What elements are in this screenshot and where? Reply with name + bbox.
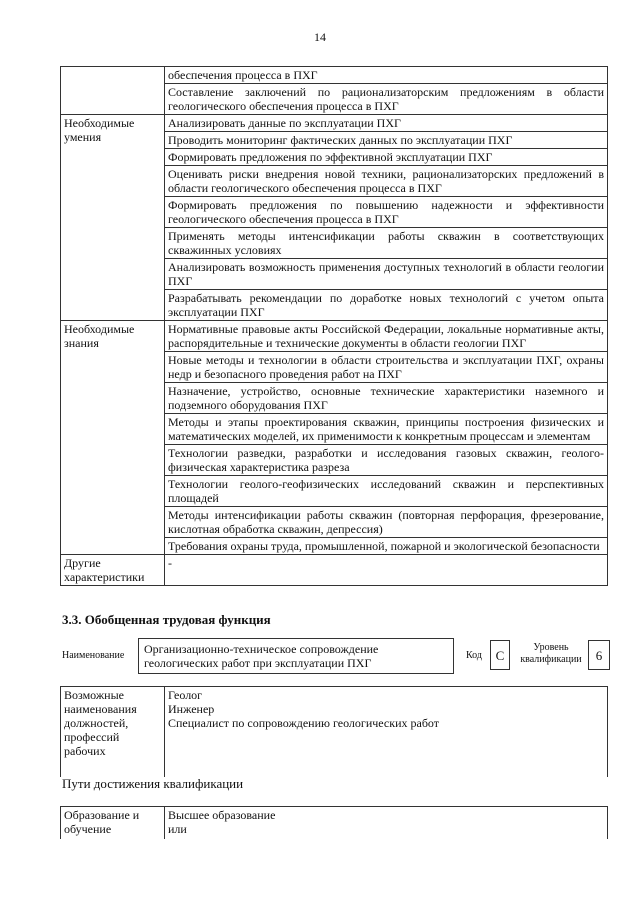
page-number: 14 <box>314 30 326 44</box>
row-label: Другие характеристики <box>61 555 165 586</box>
positions-values <box>165 687 608 778</box>
code-label: Код <box>466 650 482 661</box>
education-table <box>60 806 608 839</box>
level-label: Уровень квалификации <box>520 642 582 665</box>
row-label: Необходимые умения <box>61 115 165 321</box>
row-item: Разрабатывать рекомендации по доработке новых технологий с учетом опыта эксплуатации ПХГ <box>165 290 608 321</box>
skills-table <box>60 66 608 586</box>
row-item: Оценивать риски внедрения новой техники, рационализаторских предложений в области геологического обеспечения процесса в ПХГ <box>165 166 608 197</box>
row-label <box>61 67 165 115</box>
position-item: Инженер <box>168 702 215 716</box>
row-item: Методы интенсификации работы скважин (повторная перфорация, фрезерование, кислотная обработка скважин, депрессия) <box>165 507 608 538</box>
row-item: - <box>165 555 608 586</box>
row-item: Методы и этапы проектирования скважин, принципы построения физических и математических моделей, их применимости к конкретным процессам и элементам <box>165 414 608 445</box>
name-label: Наименование <box>62 650 125 661</box>
row-item: обеспечения процесса в ПХГ <box>165 67 608 84</box>
table-row <box>61 555 608 586</box>
row-item: Нормативные правовые акты Российской Федерации, локальные нормативные акты, распорядительные и технические документы в области геологии ПХГ <box>165 321 608 352</box>
row-item: Требования охраны труда, промышленной, пожарной и экологической безопасности <box>165 538 608 555</box>
education-values <box>165 807 608 840</box>
function-name: Организационно-техническое сопровождение геологических работ при эксплуатации ПХГ <box>138 638 454 674</box>
table-row <box>61 321 608 352</box>
position-item: Геолог <box>168 688 203 702</box>
row-item: Анализировать данные по эксплуатации ПХГ <box>165 115 608 132</box>
row-item: Составление заключений по рационализаторским предложениям в области геологического обеспечения процесса в ПХГ <box>165 84 608 115</box>
function-row <box>62 638 610 674</box>
row-item: Технологии разведки, разработки и исследования газовых скважин, геолого-физическая характеристика разреза <box>165 445 608 476</box>
row-item: Проводить мониторинг фактических данных по эксплуатации ПХГ <box>165 132 608 149</box>
education-item: Высшее образование <box>168 808 276 822</box>
education-item: или <box>168 822 187 836</box>
row-label: Необходимые знания <box>61 321 165 555</box>
paths-title: Пути достижения квалификации <box>62 776 244 791</box>
row-item: Формировать предложения по повышению надежности и эффективности геологического обеспечения процесса в ПХГ <box>165 197 608 228</box>
table-row <box>61 67 608 84</box>
row-item: Назначение, устройство, основные технические характеристики наземного и подземного оборудования ПХГ <box>165 383 608 414</box>
level-value: 6 <box>588 640 610 670</box>
row-item: Анализировать возможность применения доступных технологий в области геологии ПХГ <box>165 259 608 290</box>
row-item: Технологии геолого-геофизических исследований скважин и перспективных площадей <box>165 476 608 507</box>
row-item: Новые методы и технологии в области строительства и эксплуатации ПХГ, охраны недр и безопасного проведения работ на ПХГ <box>165 352 608 383</box>
positions-table <box>60 686 608 777</box>
education-label: Образование и обучение <box>61 807 165 840</box>
row-item: Применять методы интенсификации работы скважин в соответствующих скважинных условиях <box>165 228 608 259</box>
section-title: 3.3. Обобщенная трудовая функция <box>62 612 271 627</box>
positions-label: Возможные наименования должностей, профессий рабочих <box>61 687 165 778</box>
position-item: Специалист по сопровождению геологических работ <box>168 716 440 730</box>
row-item: Формировать предложения по эффективной эксплуатации ПХГ <box>165 149 608 166</box>
code-value: C <box>490 640 510 670</box>
table-row <box>61 115 608 132</box>
